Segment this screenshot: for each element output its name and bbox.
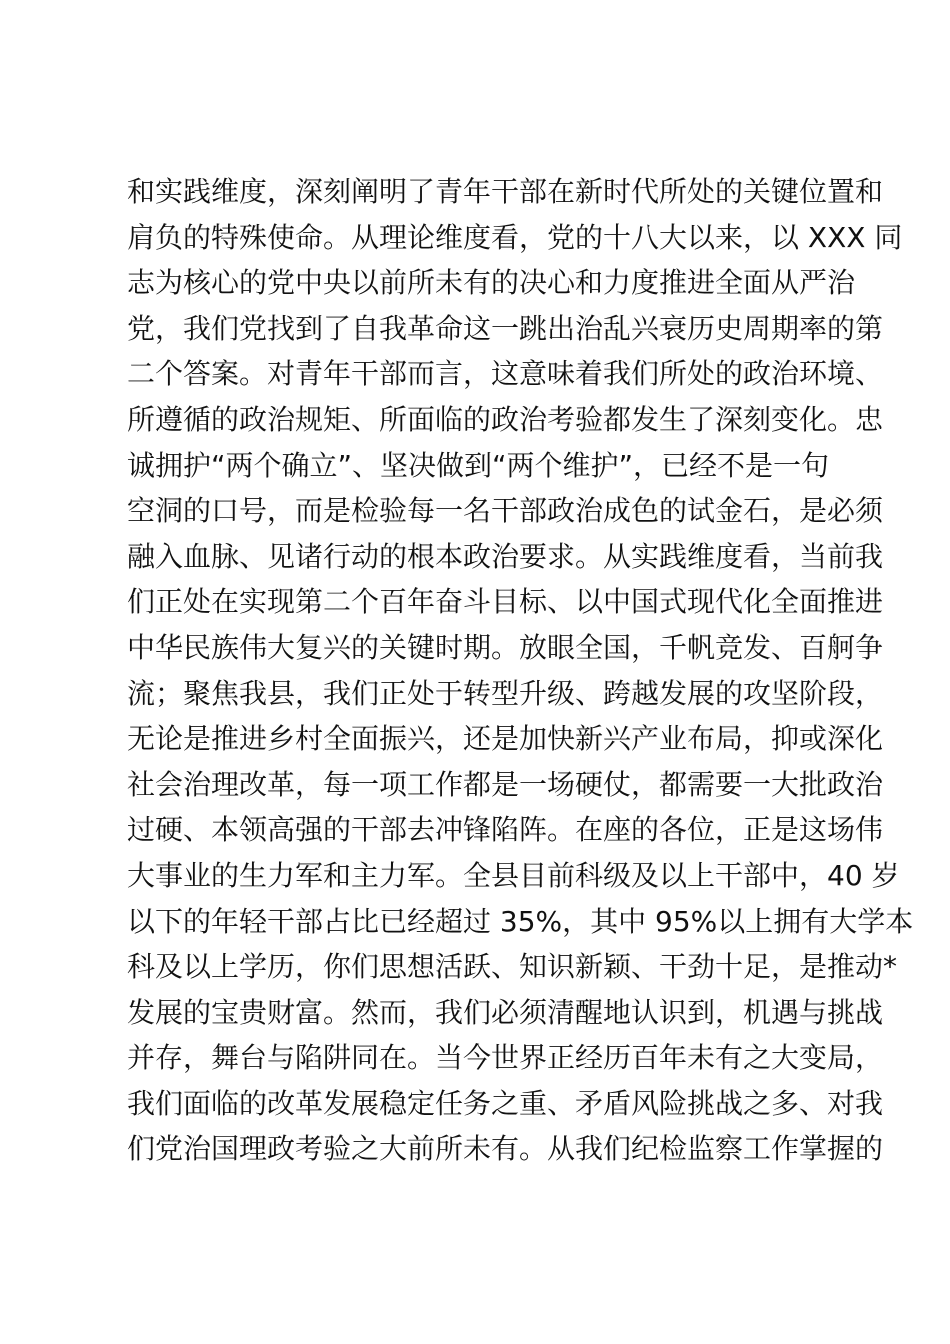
- text-line: 科及以上学历，你们思想活跃、知识新颖、干劲十足，是推动*: [127, 950, 898, 984]
- text-line: 以下的年轻干部占比已经超过 35%，其中 95%以上拥有大学本: [127, 904, 914, 938]
- text-line: 融入血脉、见诸行动的根本政治要求。从实践维度看，当前我: [127, 539, 884, 573]
- text-line: 并存，舞台与陷阱同在。当今世界正经历百年未有之大变局，: [127, 1041, 884, 1075]
- text-line: 我们面临的改革发展稳定任务之重、矛盾风险挑战之多、对我: [127, 1086, 884, 1120]
- text-line: 们正处在实现第二个百年奋斗目标、以中国式现代化全面推进: [127, 585, 884, 619]
- text-line: 大事业的生力军和主力军。全县目前科级及以上干部中，40 岁: [127, 858, 900, 892]
- text-line: 流；聚焦我县，我们正处于转型升级、跨越发展的攻坚阶段，: [127, 676, 884, 710]
- text-line: 所遵循的政治规矩、所面临的政治考验都发生了深刻变化。忠: [127, 402, 884, 436]
- text-line: 发展的宝贵财富。然而，我们必须清醒地认识到，机遇与挑战: [127, 995, 884, 1029]
- text-line: 志为核心的党中央以前所未有的决心和力度推进全面从严治: [127, 266, 856, 300]
- text-line: 们党治国理政考验之大前所未有。从我们纪检监察工作掌握的: [127, 1132, 884, 1166]
- text-line: 过硬、本领高强的干部去冲锋陷阵。在座的各位，正是这场伟: [127, 813, 884, 847]
- text-line: 和实践维度，深刻阐明了青年干部在新时代所处的关键位置和: [127, 175, 884, 208]
- text-line: 肩负的特殊使命。从理论维度看，党的十八大以来，以 XXX 同: [127, 220, 903, 254]
- text-line: 诚拥护“两个确立”、坚决做到“两个维护”，已经不是一句: [127, 448, 830, 482]
- text-line: 二个答案。对青年干部而言，这意味着我们所处的政治环境、: [127, 357, 884, 391]
- text-line: 中华民族伟大复兴的关键时期。放眼全国，千帆竞发、百舸争: [127, 630, 884, 664]
- text-line: 社会治理改革，每一项工作都是一场硬仗，都需要一大批政治: [127, 767, 884, 801]
- body-paragraph: [127, 169, 914, 1172]
- text-line: 空洞的口号，而是检验每一名干部政治成色的试金石，是必须: [127, 494, 884, 528]
- text-line: 无论是推进乡村全面振兴，还是加快新兴产业布局，抑或深化: [127, 722, 884, 756]
- text-line: 党，我们党找到了自我革命这一跳出治乱兴衰历史周期率的第: [127, 311, 884, 345]
